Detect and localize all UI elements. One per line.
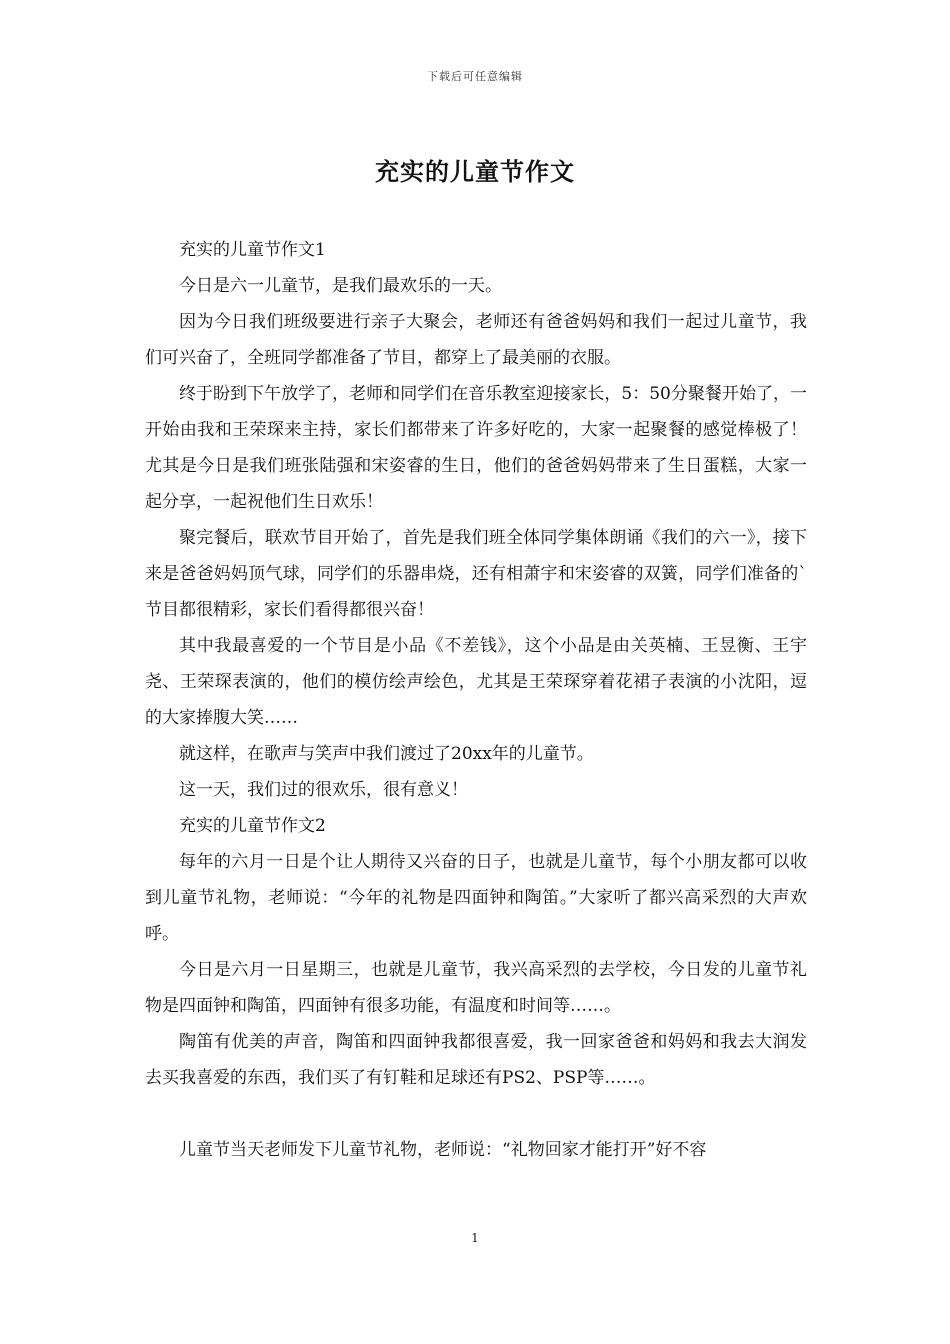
paragraph: 今日是六月一日星期三，也就是儿童节，我兴高采烈的去学校，今日发的儿童节礼物是四面钟和陶笛，四面钟有很多功能，有温度和时间等‥‥‥。	[145, 960, 807, 1016]
paragraph: 其中我最喜爱的一个节目是小品《不差钱》，这个小品是由关英楠、王昱衡、王宇尧、王荣琛表演的，他们的模仿绘声绘色，尤其是王荣琛穿着花裙子表演的小沈阳，逗的大家捧腹大笑……	[145, 636, 807, 728]
paragraph: 就这样，在歌声与笑声中我们渡过了20xx年的儿童节。	[179, 744, 594, 764]
section-heading-2: 充实的儿童节作文2	[179, 816, 326, 836]
header-note: 下载后可任意编辑	[427, 70, 523, 83]
paragraph: 终于盼到下午放学了，老师和同学们在音乐教室迎接家长，5：50分聚餐开始了，一开始由我和王荣琛来主持，家长们都带来了许多好吃的，大家一起聚餐的感觉棒极了！尤其是今日是我们班张陆强和宋姿睿的生日，他们的爸爸妈妈带来了生日蛋糕，大家一起分享，一起祝他们生日欢乐！	[145, 384, 807, 512]
page-number: 1	[471, 1231, 479, 1245]
document-title: 充实的儿童节作文	[375, 157, 575, 186]
paragraph: 今日是六一儿童节，是我们最欢乐的一天。	[179, 276, 502, 296]
paragraph: 每年的六月一日是个让人期待又兴奋的日子，也就是儿童节，每个小朋友都可以收到儿童节礼物，老师说：“今年的礼物是四面钟和陶笛。”大家听了都兴高采烈的大声欢呼。	[145, 852, 807, 944]
document-body	[145, 232, 807, 1168]
paragraph: 陶笛有优美的声音，陶笛和四面钟我都很喜爱，我一回家爸爸和妈妈和我去大润发去买我喜爱的东西，我们买了有钉鞋和足球还有PS2、PSP等‥‥‥。	[145, 1032, 807, 1088]
paragraph: 这一天，我们过的很欢乐，很有意义！	[179, 780, 468, 800]
section-heading-1: 充实的儿童节作文1	[179, 240, 326, 260]
paragraph: 因为今日我们班级要进行亲子大聚会，老师还有爸爸妈妈和我们一起过儿童节，我们可兴奋了，全班同学都准备了节目，都穿上了最美丽的衣服。	[145, 312, 807, 368]
paragraph: 儿童节当天老师发下儿童节礼物，老师说：“礼物回家才能打开”好不容	[179, 1140, 707, 1160]
paragraph: 聚完餐后，联欢节目开始了，首先是我们班全体同学集体朗诵《我们的六一》，接下来是爸爸妈妈顶气球，同学们的乐器串烧，还有相萧宇和宋姿睿的双簧，同学们准备的`节目都很精彩，家长们看得都很兴奋！	[145, 528, 807, 620]
